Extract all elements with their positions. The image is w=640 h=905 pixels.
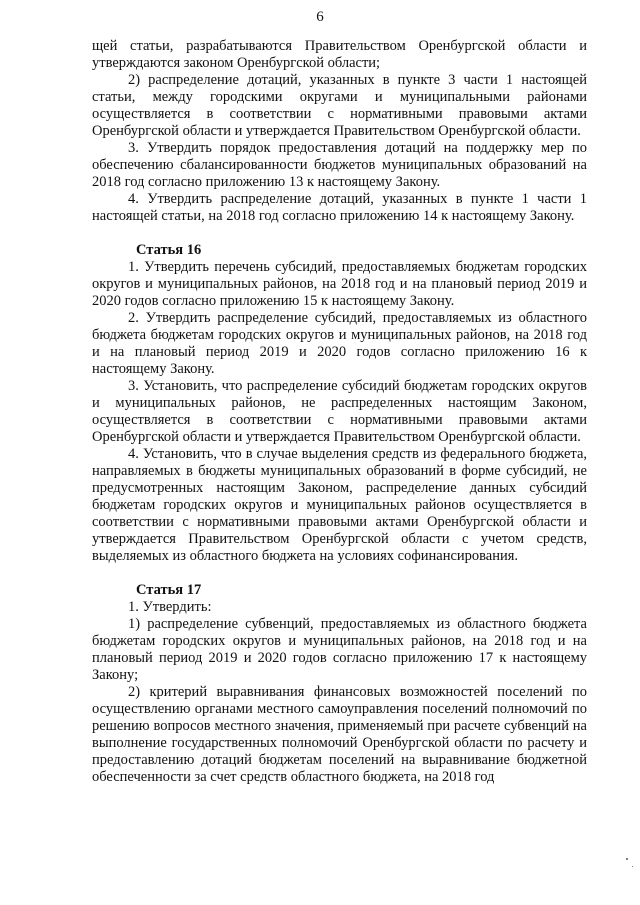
article-16-paragraph-3: 3. Установить, что распределение субсидий бюджетам городских округов и муниципальных районов, не распределенных настоящим Законом, осуществляется в соответствии с нормативными правовыми актами Оренбургской области и утверждается Правительством Оренбургской области. — [92, 378, 587, 445]
article-17-item-2: 2) критерий выравнивания финансовых возможностей поселений по осуществлению органами местного самоуправления поселений полномочий по решению вопросов местного значения, применяемый при расчете субвенций на выполнение государственных полномочий Оренбургской области по расчету и предоставлению дотаций бюджетам поселений на выравнивание бюджетной обеспеченности за счет средств областного бюджета, на 2018 год — [92, 684, 587, 785]
scan-speck — [632, 866, 633, 867]
intro-paragraph-3: 3. Утвердить порядок предоставления дотаций на поддержку мер по обеспечению сбалансированности бюджетов муниципальных образований на 2018 год согласно приложению 13 к настоящему Закону. — [92, 140, 587, 190]
article-17-item-1: 1) распределение субвенций, предоставляемых из областного бюджета бюджетам городских округов и муниципальных районов, на 2018 год и на плановый период 2019 и 2020 годов согласно приложению 17 к настоящему Закону; — [92, 616, 587, 683]
intro-item-2: 2) распределение дотаций, указанных в пункте 3 части 1 настоящей статьи, между городскими округами и муниципальными районами осуществляется в соответствии с нормативными правовыми актами Оренбургской области и утверждается Правительством Оренбургской области. — [92, 72, 587, 139]
intro-continuation: щей статьи, разрабатываются Правительством Оренбургской области и утверждаются законом Оренбургской области; — [92, 38, 587, 71]
scan-speck — [626, 858, 628, 860]
intro-paragraph-4: 4. Утвердить распределение дотаций, указанных в пункте 1 части 1 настоящей статьи, на 2018 год согласно приложению 14 к настоящему Закону. — [92, 191, 587, 224]
article-16-paragraph-4: 4. Установить, что в случае выделения средств из федерального бюджета, направляемых в бюджеты муниципальных образований в форме субсидий, не предусмотренных настоящим Законом, распределение данных субсидий бюджетам городских округов и муниципальных районов осуществляется в соответствии с нормативными правовыми актами Оренбургской области и утверждается Правительством Оренбургской области с учетом средств, выделяемых из областного бюджета на условиях софинансирования. — [92, 446, 587, 564]
article-16-paragraph-2: 2. Утвердить распределение субсидий, предоставляемых из областного бюджета бюджетам городских округов и муниципальных районов, на 2018 год и на плановый период 2019 и 2020 годов согласно приложению 16 к настоящему Закону. — [92, 310, 587, 377]
article-17-paragraph-1: 1. Утвердить: — [128, 599, 212, 615]
article-16-paragraph-1: 1. Утвердить перечень субсидий, предоставляемых бюджетам городских округов и муниципальных районов, на 2018 год и на плановый период 2019 и 2020 годов согласно приложению 15 к настоящему Закону. — [92, 259, 587, 309]
page-number: 6 — [316, 9, 324, 25]
article-17-heading: Статья 17 — [136, 582, 202, 598]
article-16-heading: Статья 16 — [136, 242, 202, 258]
document-body — [92, 38, 587, 786]
